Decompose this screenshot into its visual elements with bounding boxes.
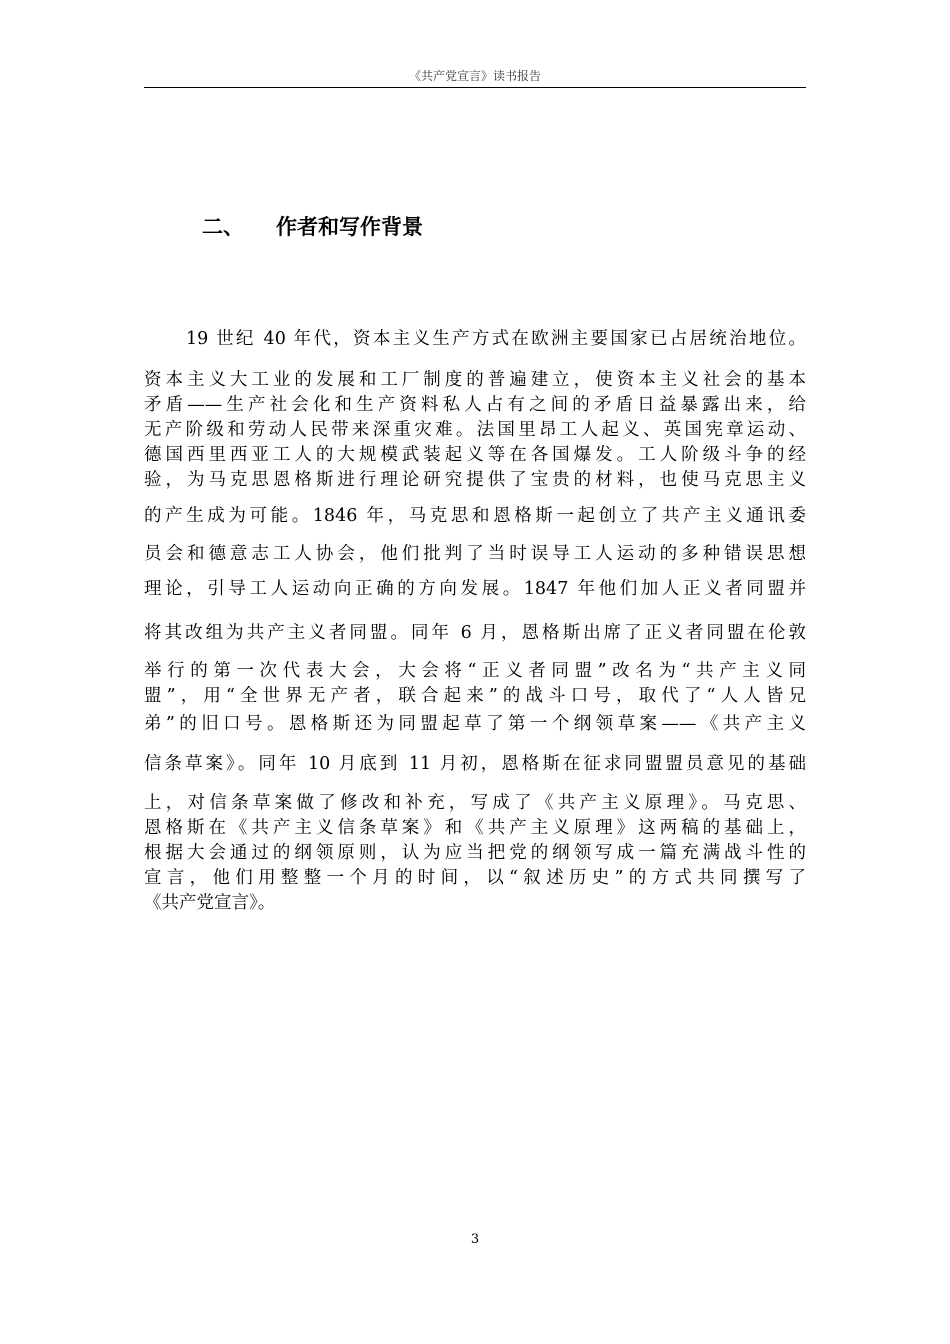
paragraph-line: 理论，引导工人运动向正确的方向发展。1847 年他们加人正义者同盟并 — [144, 579, 806, 599]
header-title: 《共产党宣言》读书报告 — [408, 69, 541, 83]
paragraph-line: 19 世纪 40 年代，资本主义生产方式在欧洲主要国家已占居统治地位。 — [186, 329, 806, 349]
paragraph-line: 《共产党宣言》。 — [144, 893, 276, 913]
page-header — [144, 66, 806, 88]
paragraph-line: 宣言，他们用整整一个月的时间，以“叙述历史”的方式共同撰写了 — [144, 868, 806, 888]
paragraph-line: 无产阶级和劳动人民带来深重灾难。法国里昂工人起义、英国宪章运动、 — [144, 420, 806, 440]
paragraph-line: 恩格斯在《共产主义信条草案》和《共产主义原理》这两稿的基础上， — [144, 818, 806, 838]
section-title: 作者和写作背景 — [276, 215, 423, 239]
paragraph-line: 验，为马克思恩格斯进行理论研究提供了宝贵的材料，也使马克思主义 — [144, 470, 806, 490]
paragraph-line: 举行的第一次代表大会，大会将“正义者同盟”改名为“共产主义同 — [144, 661, 806, 681]
paragraph-line: 将其改组为共产主义者同盟。同年 6 月，恩格斯出席了正义者同盟在伦敦 — [144, 623, 806, 643]
paragraph-line: 的产生成为可能。1846 年，马克思和恩格斯一起创立了共产主义通讯委 — [144, 506, 806, 526]
paragraph-line: 上，对信条草案做了修改和补充，写成了《共产主义原理》。马克思、 — [144, 793, 806, 813]
section-heading — [202, 210, 423, 244]
paragraph-line: 德国西里西亚工人的大规模武装起义等在各国爆发。工人阶级斗争的经 — [144, 445, 806, 465]
paragraph-line: 弟”的旧口号。恩格斯还为同盟起草了第一个纲领草案——《共产主义 — [144, 714, 806, 734]
paragraph-line: 盟”，用“全世界无产者，联合起来”的战斗口号，取代了“人人皆兄 — [144, 686, 806, 706]
paragraph-line: 信条草案》。同年 10 月底到 11 月初，恩格斯在征求同盟盟员意见的基础 — [144, 754, 806, 774]
paragraph-line: 员会和德意志工人协会，他们批判了当时误导工人运动的多种错误思想 — [144, 544, 806, 564]
paragraph-line: 根据大会通过的纲领原则，认为应当把党的纲领写成一篇充满战斗性的 — [144, 843, 806, 863]
paragraph-line: 矛盾——生产社会化和生产资料私人占有之间的矛盾日益暴露出来，给 — [144, 395, 806, 415]
paragraph-line: 资本主义大工业的发展和工厂制度的普遍建立，使资本主义社会的基本 — [144, 370, 806, 390]
page-number: 3 — [470, 1232, 480, 1247]
section-number: 二、 — [202, 215, 244, 239]
